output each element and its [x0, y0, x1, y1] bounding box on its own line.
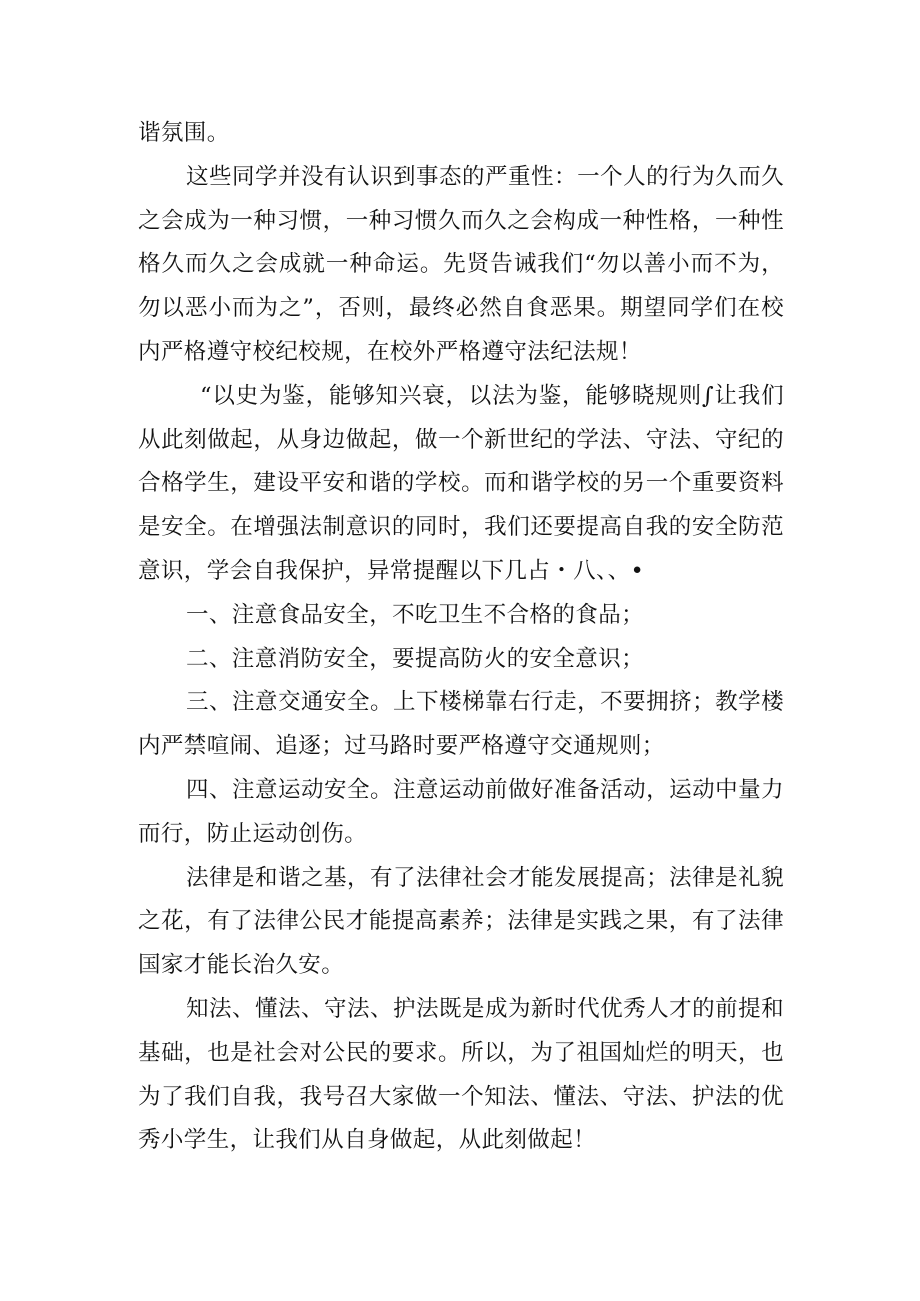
paragraph-history-mirror: “以史为鉴，能够知兴衰，以法为鉴，能够晓规则∫让我们从此刻做起，从身边做起，做一个新世纪的学法、守法、守纪的合格学生，建设平安和谐的学校。而和谐学校的另一个重要资料是安全。在增强法制意识的同时，我们还要提高自我的安全防范意识，学会自我保护，异常提醒以下几占・八、、• — [138, 382, 784, 584]
list-item-food-safety: 一、注意食品安全，不吃卫生不合格的食品； — [186, 601, 645, 628]
list-item-traffic-safety: 三、注意交通安全。上下楼梯靠右行走，不要拥挤；教学楼内严禁喧闹、追逐；过马路时要严格遵守交通规则； — [138, 689, 784, 760]
paragraph-law-foundation: 法律是和谐之基，有了法律社会才能发展提高；法律是礼貌之花，有了法律公民才能提高素养；法律是实践之果，有了法律国家才能长治久安。 — [138, 864, 784, 979]
list-item-fire-safety: 二、注意消防安全，要提高防火的安全意识； — [186, 645, 645, 672]
paragraph-continuation: 谐氛围。 — [138, 120, 230, 146]
paragraph-awareness: 这些同学并没有认识到事态的严重性：一个人的行为久而久之会成为一种习惯，一种习惯久而久之会构成一种性格，一种性格久而久之会成就一种命运。先贤告诫我们“勿以善小而不为，勿以恶小而为之”，否则，最终必然自食恶果。期望同学们在校内严格遵守校纪校规，在校外严格遵守法纪法规！ — [138, 163, 784, 365]
paragraph-call-to-action: 知法、懂法、守法、护法既是成为新时代优秀人才的前提和基础，也是社会对公民的要求。所以，为了祖国灿烂的明天，也为了我们自我，我号召大家做一个知法、懂法、守法、护法的优秀小学生，让我们从自身做起，从此刻做起！ — [138, 995, 784, 1154]
document-page — [138, 112, 784, 1163]
list-item-sports-safety: 四、注意运动安全。注意运动前做好准备活动，运动中量力而行，防止运动创伤。 — [138, 776, 784, 847]
